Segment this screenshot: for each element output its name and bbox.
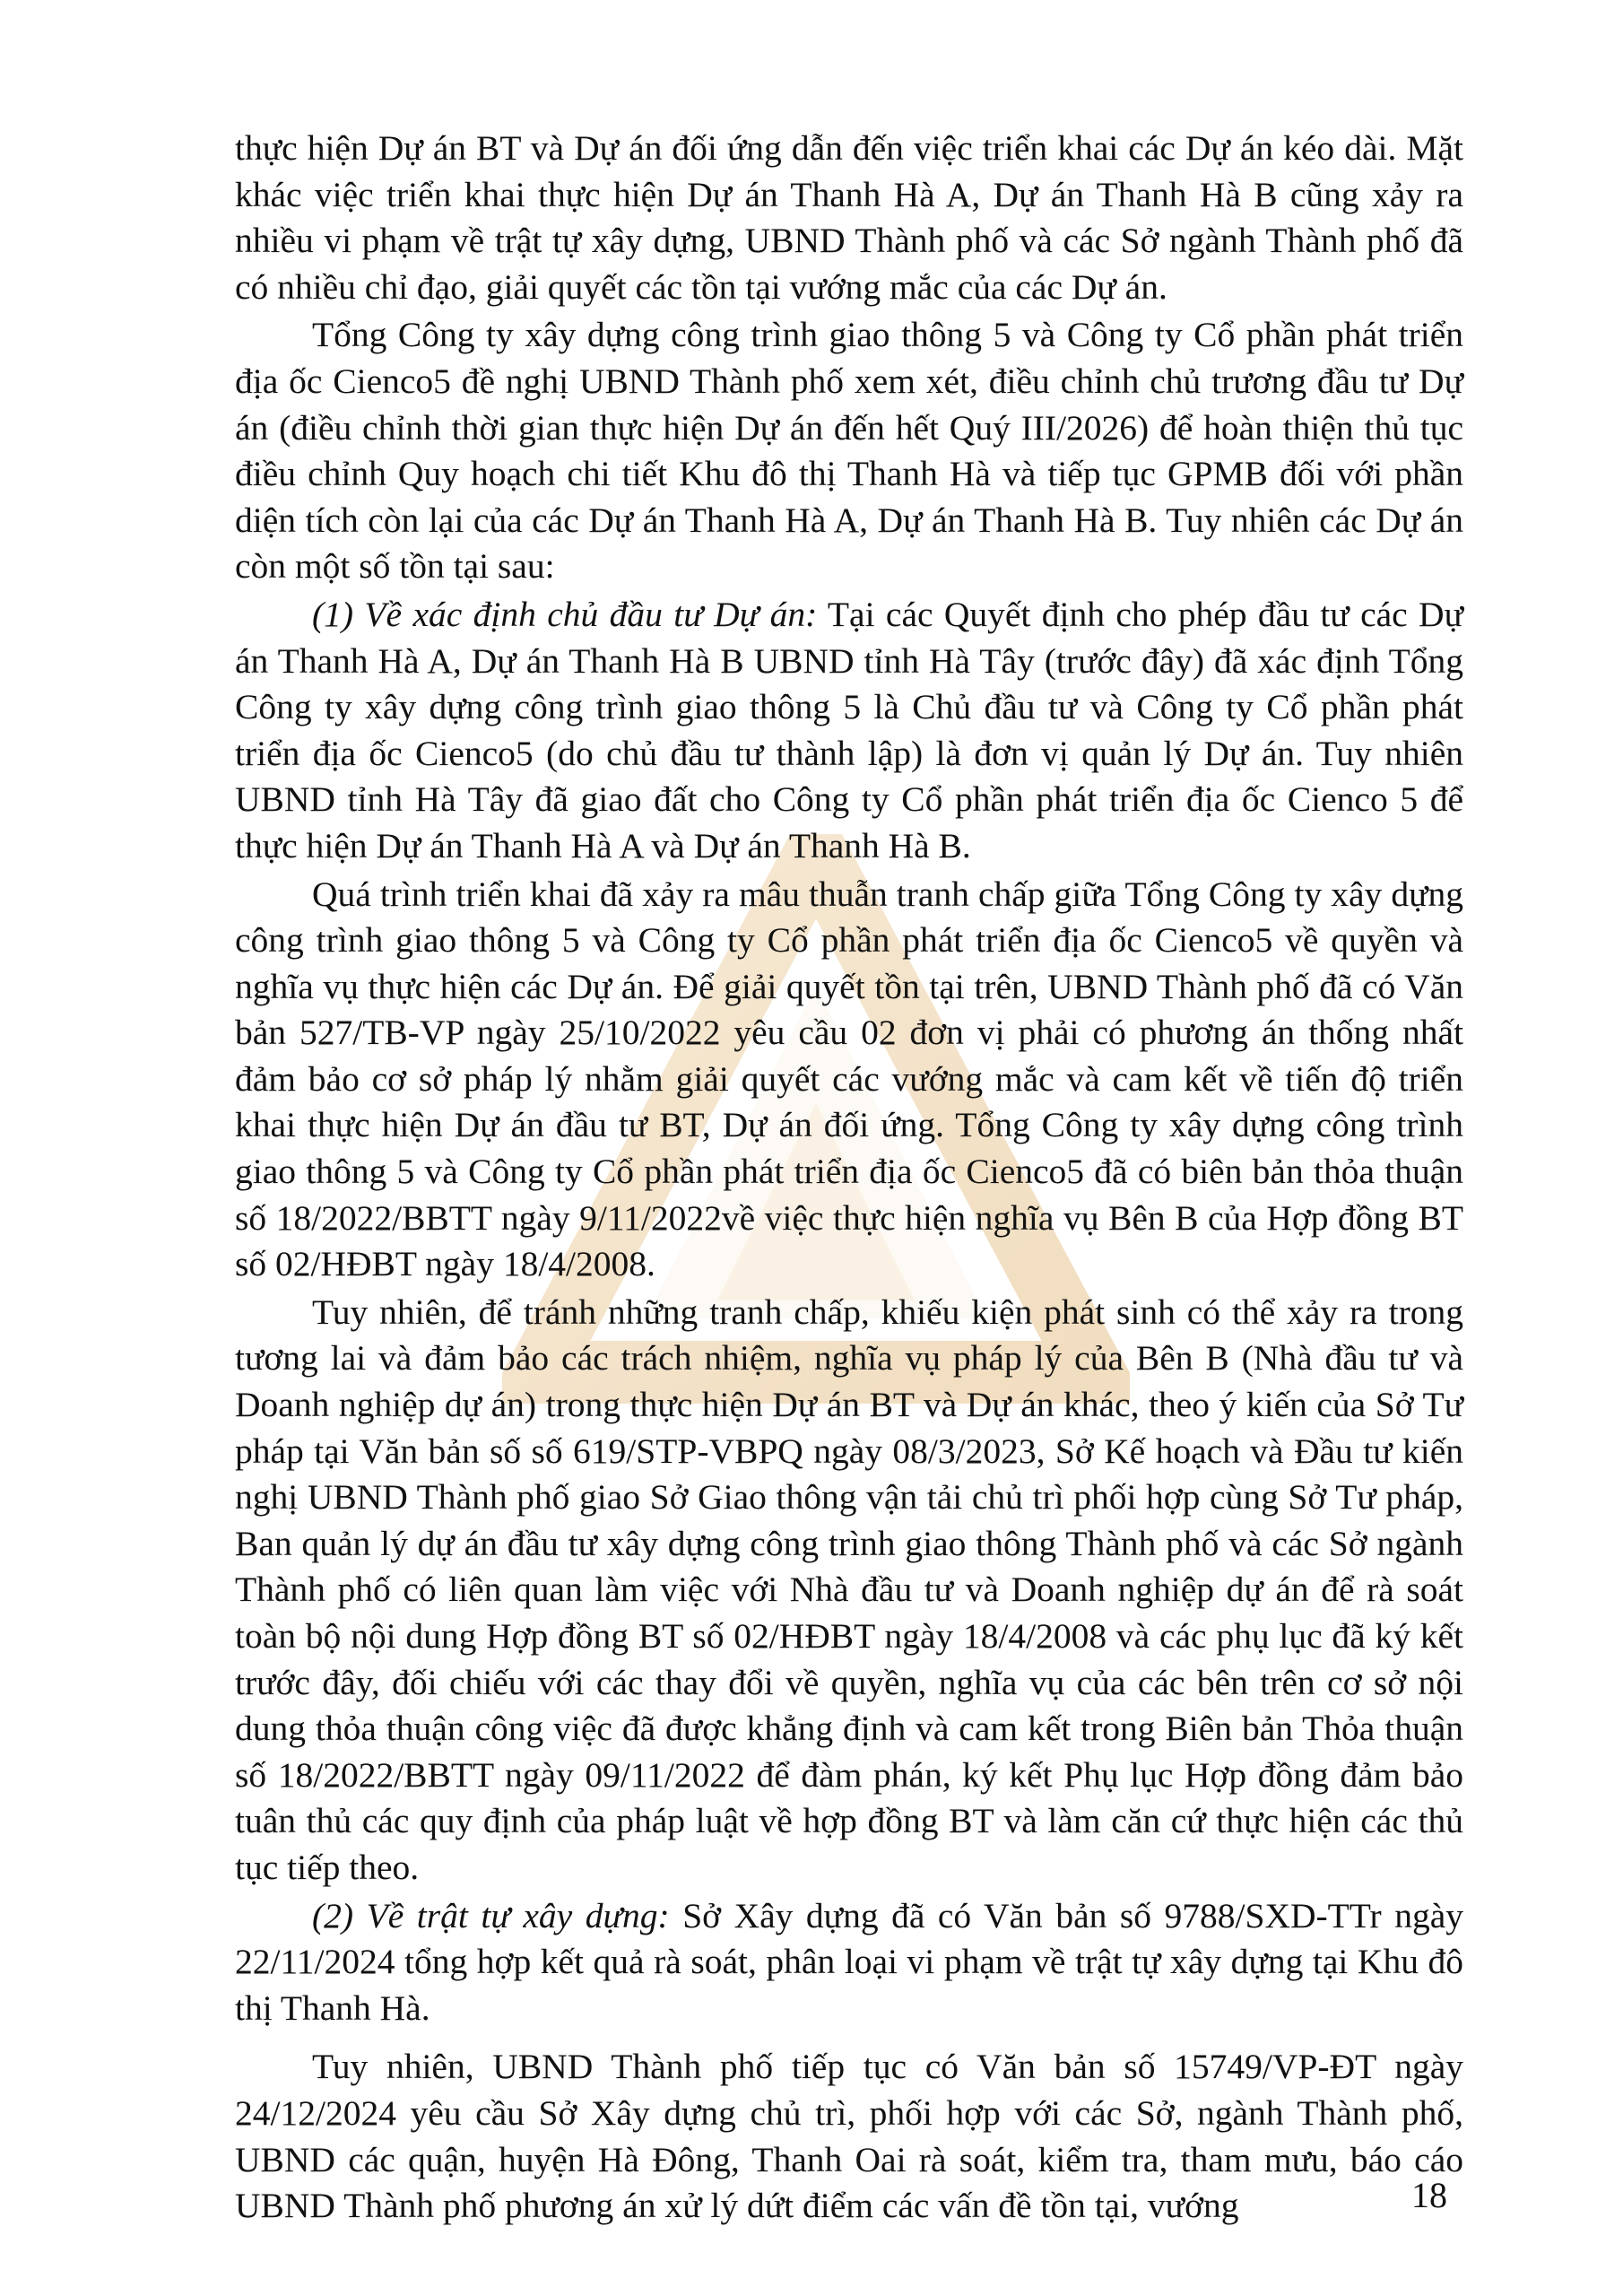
paragraph-1-text: thực hiện Dự án BT và Dự án đối ứng dẫn đến việc triển khai các Dự án kéo dài. Mặt khác việc triển khai thực hiện Dự án Thanh Hà A, Dự án Thanh Hà B cũng xảy ra nhiều vi phạm về trật tự xây dựng, UBND Thành phố và các Sở ngành Thành phố đã có nhiều chỉ đạo, giải quyết các tồn tại vướng mắc của các Dự án. <box>235 128 1463 307</box>
paragraph-3 <box>235 592 1463 870</box>
paragraph-2-text: Tổng Công ty xây dựng công trình giao thông 5 và Công ty Cổ phần phát triển địa ốc Cienco5 đề nghị UBND Thành phố xem xét, điều chỉnh chủ trương đầu tư Dự án (điều chỉnh thời gian thực hiện Dự án đến hết Quý III/2026) để hoàn thiện thủ tục điều chỉnh Quy hoạch chi tiết Khu đô thị Thanh Hà và tiếp tục GPMB đối với phần diện tích còn lại của các Dự án Thanh Hà A, Dự án Thanh Hà B. Tuy nhiên các Dự án còn một số tồn tại sau: <box>235 315 1463 587</box>
paragraph-3-heading: (1) Về xác định chủ đầu tư Dự án: <box>312 594 818 634</box>
paragraph-2 <box>235 312 1463 590</box>
paragraph-5 <box>235 1290 1463 1892</box>
page-number: 18 <box>1411 2175 1447 2215</box>
document-body <box>235 126 1463 2231</box>
paragraph-4-text: Quá trình triển khai đã xảy ra mâu thuẫn tranh chấp giữa Tổng Công ty xây dựng công trình giao thông 5 và Công ty Cổ phần phát triển địa ốc Cienco5 về quyền và nghĩa vụ thực hiện các Dự án. Để giải quyết tồn tại trên, UBND Thành phố đã có Văn bản 527/TB-VP ngày 25/10/2022 yêu cầu 02 đơn vị phải có phương án thống nhất đảm bảo cơ sở pháp lý nhằm giải quyết các vướng mắc và cam kết về tiến độ triển khai thực hiện Dự án đầu tư BT, Dự án đối ứng. Tổng Công ty xây dựng công trình giao thông 5 và Công ty Cổ phần phát triển địa ốc Cienco5 đã có biên bản thỏa thuận số 18/2022/BBTT ngày 9/11/2022về việc thực hiện nghĩa vụ Bên B của Hợp đồng BT số 02/HĐBT ngày 18/4/2008. <box>235 874 1463 1284</box>
paragraph-3-text: Tại các Quyết định cho phép đầu tư các Dự án Thanh Hà A, Dự án Thanh Hà B UBND tỉnh Hà Tây (trước đây) đã xác định Tổng Công ty xây dựng công trình giao thông 5 là Chủ đầu tư và Công ty Cổ phần phát triển địa ốc Cienco5 (do chủ đầu tư thành lập) là đơn vị quản lý Dự án. Tuy nhiên UBND tỉnh Hà Tây đã giao đất cho Công ty Cổ phần phát triển địa ốc Cienco 5 để thực hiện Dự án Thanh Hà A và Dự án Thanh Hà B. <box>235 594 1463 865</box>
paragraph-1 <box>235 126 1463 310</box>
paragraph-6-text: Sở Xây dựng đã có Văn bản số 9788/SXD-TTr ngày 22/11/2024 tổng hợp kết quả rà soát, phân loại vi phạm về trật tự xây dựng tại Khu đô thị Thanh Hà. <box>235 1895 1463 2028</box>
paragraph-5-text: Tuy nhiên, để tránh những tranh chấp, khiếu kiện phát sinh có thể xảy ra trong tương lai và đảm bảo các trách nhiệm, nghĩa vụ pháp lý của Bên B (Nhà đầu tư và Doanh nghiệp dự án) trong thực hiện Dự án BT và Dự án khác, theo ý kiến của Sở Tư pháp tại Văn bản số số 619/STP-VBPQ ngày 08/3/2023, Sở Kế hoạch và Đầu tư kiến nghị UBND Thành phố giao Sở Giao thông vận tải chủ trì phối hợp cùng Sở Tư pháp, Ban quản lý dự án đầu tư xây dựng công trình giao thông Thành phố và các Sở ngành Thành phố có liên quan làm việc với Nhà đầu tư và Doanh nghiệp dự án để rà soát toàn bộ nội dung Hợp đồng BT số 02/HĐBT ngày 18/4/2008 và các phụ lục đã ký kết trước đây, đối chiếu với các thay đổi về quyền, nghĩa vụ của các bên trên cơ sở nội dung thỏa thuận công việc đã được khẳng định và cam kết trong Biên bản Thỏa thuận số 18/2022/BBTT ngày 09/11/2022 để đàm phán, ký kết Phụ lục Hợp đồng đảm bảo tuân thủ các quy định của pháp luật về hợp đồng BT và làm căn cứ thực hiện các thủ tục tiếp theo. <box>235 1292 1463 1887</box>
paragraph-6-heading: (2) Về trật tự xây dựng: <box>312 1895 670 1935</box>
paragraph-6 <box>235 1893 1463 2032</box>
paragraph-4 <box>235 872 1463 1288</box>
paragraph-7-text: Tuy nhiên, UBND Thành phố tiếp tục có Văn bản số 15749/VP-ĐT ngày 24/12/2024 yêu cầu Sở Xây dựng chủ trì, phối hợp với các Sở, ngành Thành phố, UBND các quận, huyện Hà Đông, Thanh Oai rà soát, kiểm tra, tham mưu, báo cáo UBND Thành phố phương án xử lý dứt điểm các vấn đề tồn tại, vướng <box>235 2047 1463 2226</box>
paragraph-7 <box>235 2044 1463 2229</box>
